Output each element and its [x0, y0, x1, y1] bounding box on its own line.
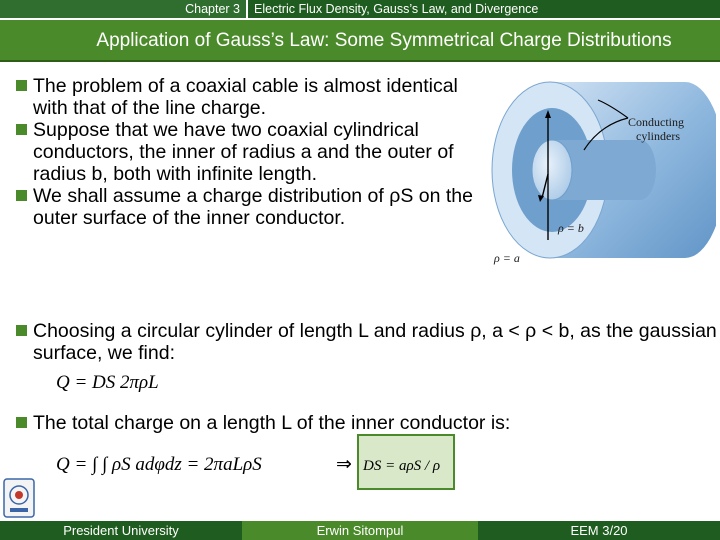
- bullet-text: The total charge on a length L of the inner conductor is:: [33, 412, 511, 434]
- equation-ds: DS = aρS / ρ: [363, 458, 441, 474]
- bullet-marker: [16, 417, 27, 428]
- bullet-marker: [16, 190, 27, 201]
- chapter-topic: Electric Flux Density, Gauss’s Law, and Divergence: [254, 2, 539, 16]
- top-header-bar: [0, 0, 720, 18]
- footer-slide-number: EEM 3/20: [478, 521, 720, 540]
- equation-result-box: [357, 434, 455, 490]
- bullet-marker: [16, 80, 27, 91]
- header-divider: [246, 0, 248, 18]
- bullet-marker: [16, 124, 27, 135]
- figure-label-cylinders: cylinders: [636, 129, 680, 143]
- bullet-total-charge: [16, 412, 720, 434]
- equation-total-charge: [56, 438, 356, 490]
- figure-label-conducting: Conducting: [628, 115, 684, 129]
- figure-label-rho-b: ρ = b: [558, 221, 584, 235]
- bullet-marker: [16, 325, 27, 336]
- bullet-text: Choosing a circular cylinder of length L and radius ρ, a < ρ < b, as the gaussian surface, we find:: [33, 320, 717, 364]
- chapter-label: Chapter 3: [0, 0, 246, 18]
- bullet-text: Suppose that we have two coaxial cylindrical conductors, the inner of radius a and the outer of radius b, both with infinite length.: [33, 119, 454, 185]
- slide-title-bar: [0, 20, 720, 62]
- university-logo: [3, 478, 35, 518]
- figure-label-rho-a: ρ = a: [494, 251, 520, 265]
- implies-arrow-icon: ⇒: [336, 454, 352, 475]
- equation-ds-result: [359, 436, 453, 488]
- footer-institution: President University: [0, 521, 242, 540]
- slide-title: Application of Gauss’s Law: Some Symmetrical Charge Distributions: [96, 30, 672, 51]
- inner-cylinder-face: [532, 140, 572, 200]
- bullet-coaxial-intro: [16, 75, 476, 119]
- equation-integral: Q = ∫ ∫ ρS adφdz = 2πaLρS: [56, 454, 262, 475]
- bullet-list-top: [16, 75, 476, 229]
- footer-author: Erwin Sitompul: [242, 521, 478, 540]
- bullet-text: The problem of a coaxial cable is almost identical with that of the line charge.: [33, 75, 458, 119]
- bullet-coaxial-conductors: [16, 119, 476, 185]
- equation-q-ds: Q = DS 2πρL: [56, 372, 159, 393]
- footer-bar: [0, 521, 720, 540]
- bullet-gaussian-surface: [16, 320, 720, 364]
- bullet-charge-distribution: [16, 185, 476, 229]
- bullet-text: We shall assume a charge distribution of ρS on the outer surface of the inner conductor.: [33, 185, 473, 229]
- coaxial-cable-figure: [480, 70, 716, 274]
- equation-gauss-flux: [56, 368, 196, 396]
